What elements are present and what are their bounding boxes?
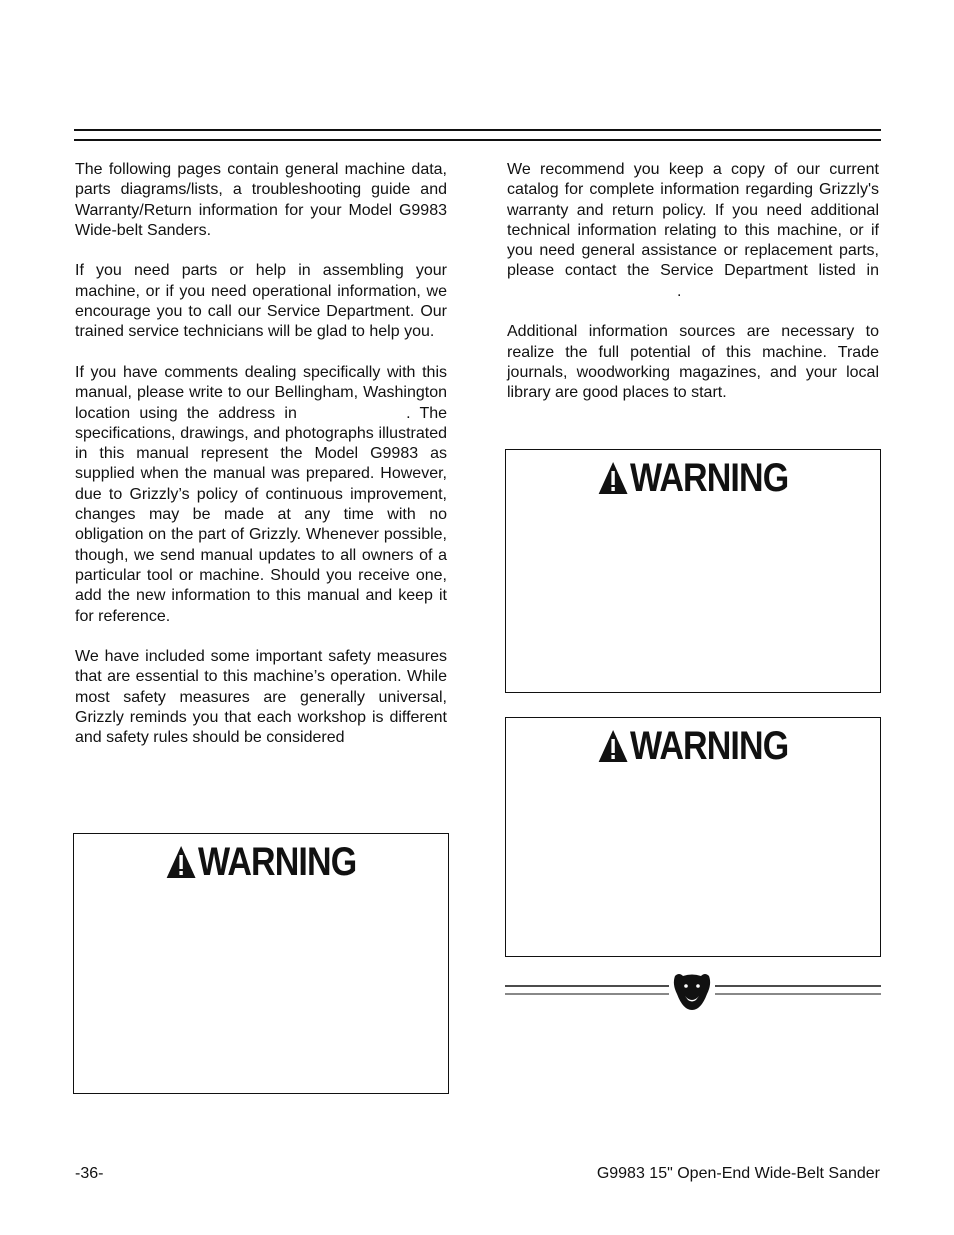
catalog-text: We recommend you keep a copy of our current catalog for complete information regarding Grizzly's warranty and return policy. If you need additional technical information relating to this machine, or if you need general assistance or replacement parts, please contact the Service Department listed in [507, 161, 879, 280]
warning-triangle-icon [598, 729, 629, 763]
sources-paragraph: Additional information sources are necessary to realize the full potential of this machine. Trade journals, woodworking magazines, and your local library are good places to start. [507, 323, 879, 402]
warning-triangle-icon [166, 845, 197, 879]
header-rule [74, 129, 881, 131]
header-rule-lower [74, 139, 881, 141]
intro-paragraph: The following pages contain general machine data, parts diagrams/lists, a troubleshooting guide and Warranty/Return information for your Model G9983 Wide-belt Sanders. [75, 161, 447, 239]
right-column [507, 160, 879, 424]
warning-triangle-icon [598, 461, 629, 495]
page-number: -36- [75, 1165, 104, 1182]
help-paragraph: If you need parts or help in assembling your machine, or if you need operational information, we encourage you to call our Service Department. Our trained service technicians will be glad to help you. [75, 262, 447, 341]
warning-box-left [73, 833, 449, 1094]
warning-heading: WARNING [534, 458, 852, 498]
left-column [75, 160, 447, 769]
footer-model-title: G9983 15" Open-End Wide-Belt Sander [596, 1165, 880, 1182]
section-end-mark [505, 970, 881, 1014]
warning-box-right-top [505, 449, 881, 693]
safety-paragraph: We have included some important safety measures that are essential to this machine’s operation. While most safety measures are generally universal, Grizzly reminds you that each workshop is different and safety rules should be considered [75, 648, 447, 747]
warning-box-right-bottom [505, 717, 881, 957]
comments-text-end: . The specifications, drawings, and photographs illustrated in this manual represent the Model G9983 as supplied when the manual was prepared. However, due to Grizzly’s policy of continuous improvement, changes may be made at any time with no obligation on the part of Grizzly. Whenever possible, though, we send manual updates to all owners of a particular tool or machine. Should you receive one, add the new information to this manual and keep it for reference. [75, 404, 448, 625]
comments-paragraph [75, 363, 447, 627]
comments-text-start: If you have comments dealing specifically with this manual, please write to our Bellingham, Washington location using the address in [75, 363, 447, 422]
warning-heading: WARNING [534, 726, 852, 766]
bear-head-icon [674, 974, 710, 1010]
catalog-text-end: . [677, 282, 682, 300]
warning-heading: WARNING [102, 842, 420, 882]
catalog-paragraph [507, 160, 879, 302]
